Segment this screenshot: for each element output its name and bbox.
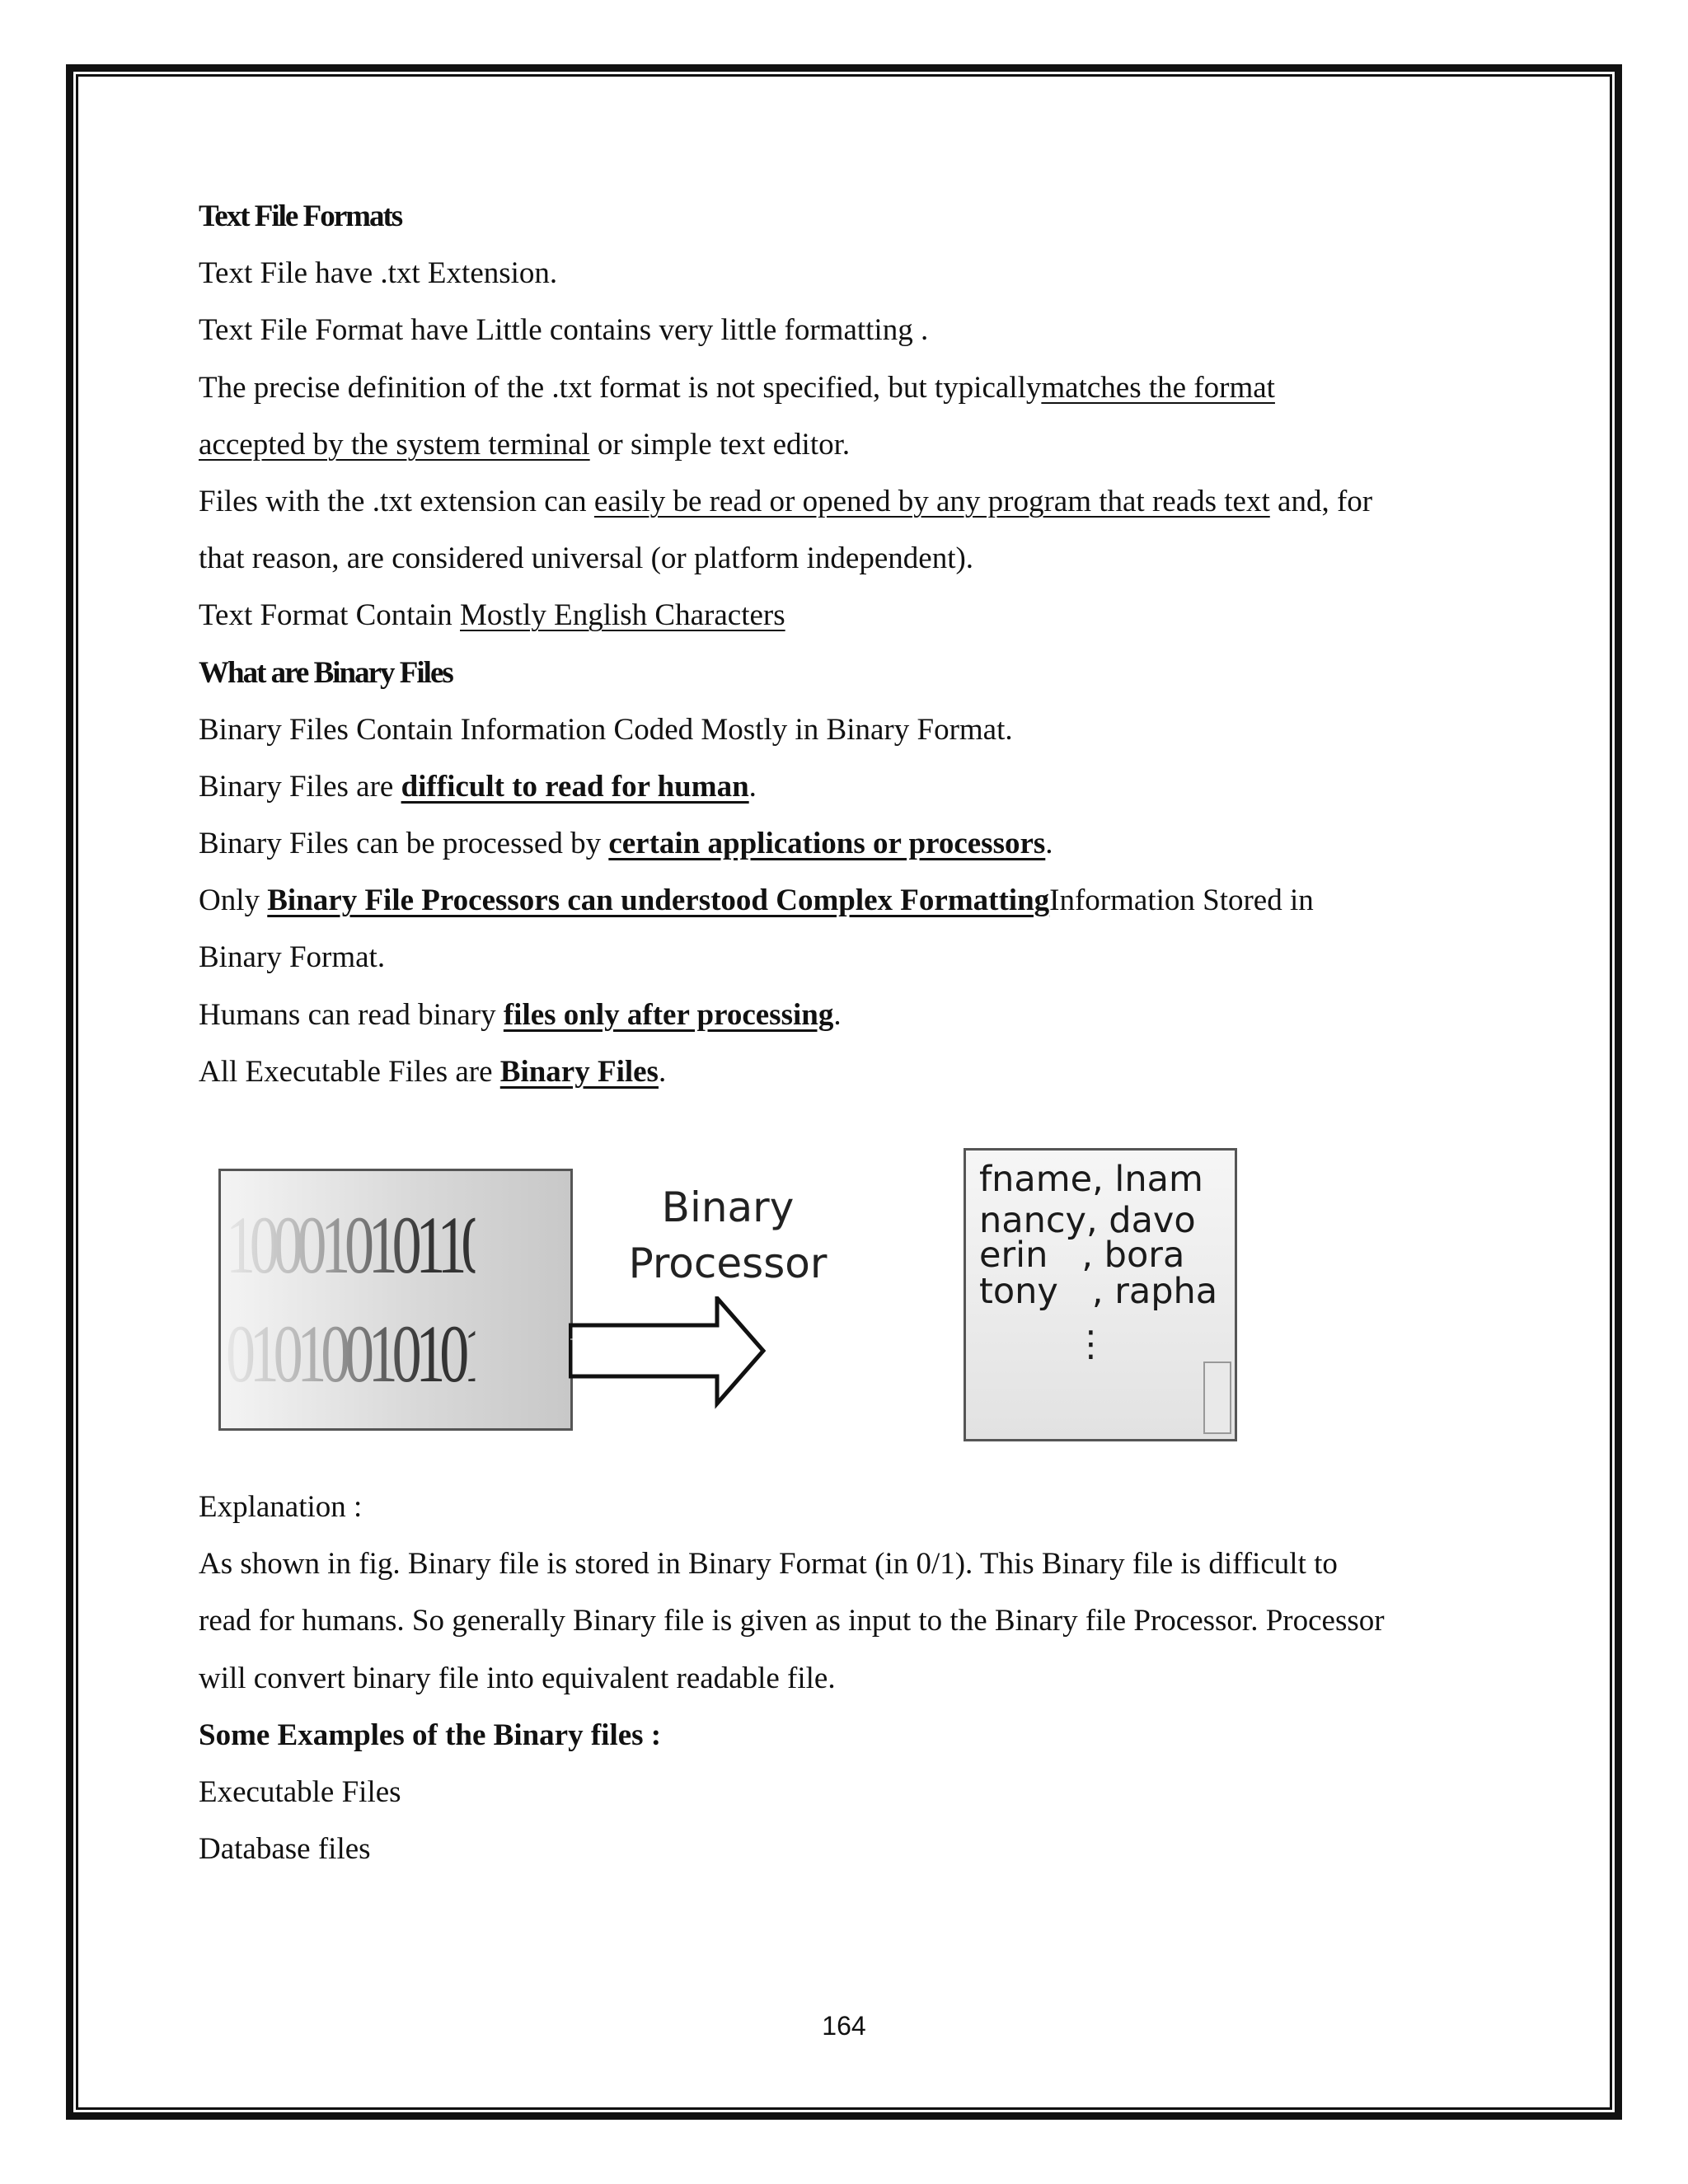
text: All Executable Files are <box>199 1054 500 1089</box>
text: Files with the .txt extension can <box>199 484 594 518</box>
explanation-content <box>199 1479 1501 1877</box>
bold-underlined-text: difficult to read for human <box>401 769 749 804</box>
paragraph-line: Binary Format. <box>199 940 386 975</box>
arrow-right-icon <box>569 1296 767 1412</box>
paragraph-line <box>199 473 1501 530</box>
binary-digits-line: 10001010110101 <box>226 1199 556 1291</box>
paragraph-line <box>199 987 1501 1043</box>
bold-underlined-text: certain applications or processors <box>608 827 1046 861</box>
list-item: Executable Files <box>199 1774 401 1809</box>
binary-digits-line: 01010010101111 <box>226 1308 552 1399</box>
readable-file-box <box>964 1148 1237 1441</box>
bold-underlined-text: Binary Files <box>499 1054 659 1089</box>
page-number: 164 <box>822 2011 866 2041</box>
text: Information Stored in <box>1049 883 1314 918</box>
text: Only <box>199 883 268 918</box>
binary-processor-figure <box>218 1148 1236 1450</box>
paragraph-line: will convert binary file into equivalent readable file. <box>199 1661 836 1695</box>
paragraph-line <box>199 758 1501 815</box>
paragraph-line <box>199 1043 1501 1100</box>
underlined-text: Mostly English Characters <box>460 598 785 633</box>
processor-label-line: Processor <box>628 1240 828 1287</box>
text: or simple text editor. <box>589 427 851 462</box>
underlined-text: easily be read or opened by any program that reads text <box>593 484 1270 518</box>
text: Humans can read binary <box>199 997 504 1032</box>
paragraph-line: Text File have .txt Extension. <box>199 256 558 291</box>
scrollbar-thumb <box>1203 1361 1231 1434</box>
text: Text Format Contain <box>199 598 461 633</box>
processor-label-line: Binary <box>661 1183 795 1231</box>
underlined-text: accepted by the system terminal <box>199 427 590 462</box>
text: . <box>748 769 757 804</box>
paragraph-line: read for humans. So generally Binary file is given as input to the Binary file Processor. Processor <box>199 1604 1385 1638</box>
readable-file-row: fname, lnam <box>979 1159 1203 1200</box>
vertical-ellipsis-icon: ⋮ <box>1073 1324 1109 1365</box>
section-heading-binary-files: What are Binary Files <box>199 655 452 690</box>
underlined-text: matches the format <box>1041 370 1275 405</box>
examples-heading: Some Examples of the Binary files : <box>199 1718 662 1752</box>
paragraph-line <box>199 416 1501 473</box>
paragraph-line <box>199 587 1501 644</box>
processor-label <box>612 1179 843 1291</box>
readable-file-row: erin , bora <box>979 1235 1185 1276</box>
text: . <box>658 1054 667 1089</box>
paragraph-line <box>199 359 1501 416</box>
readable-file-row: tony , rapha <box>979 1271 1218 1312</box>
readable-file-row: nancy, davo <box>979 1200 1196 1241</box>
text: The precise definition of the .txt format is not specified, but typically <box>199 370 1042 405</box>
paragraph-line: As shown in fig. Binary file is stored in Binary Format (in 0/1). This Binary file is difficult to <box>199 1547 1338 1582</box>
list-item: Database files <box>199 1832 371 1867</box>
text: Binary Files are <box>199 769 401 804</box>
paragraph-line: Text File Format have Little contains very little formatting . <box>199 313 929 348</box>
text: and, for <box>1269 484 1373 518</box>
text: Binary Files can be processed by <box>199 827 609 861</box>
bold-underlined-text: Binary File Processors can understood Complex Formatting <box>267 883 1050 918</box>
bold-underlined-text: files only after processing <box>503 997 834 1032</box>
paragraph-line: Explanation : <box>199 1490 363 1524</box>
paragraph-line: that reason, are considered universal (or platform independent). <box>199 541 974 576</box>
paragraph-line <box>199 815 1501 872</box>
page-content <box>199 188 1501 1100</box>
binary-file-box <box>218 1169 573 1431</box>
text: . <box>1045 827 1053 861</box>
text: . <box>833 997 842 1032</box>
section-heading-text-file-formats: Text File Formats <box>199 199 402 233</box>
paragraph-line <box>199 872 1501 929</box>
paragraph-line: Binary Files Contain Information Coded Mostly in Binary Format. <box>199 712 1013 747</box>
